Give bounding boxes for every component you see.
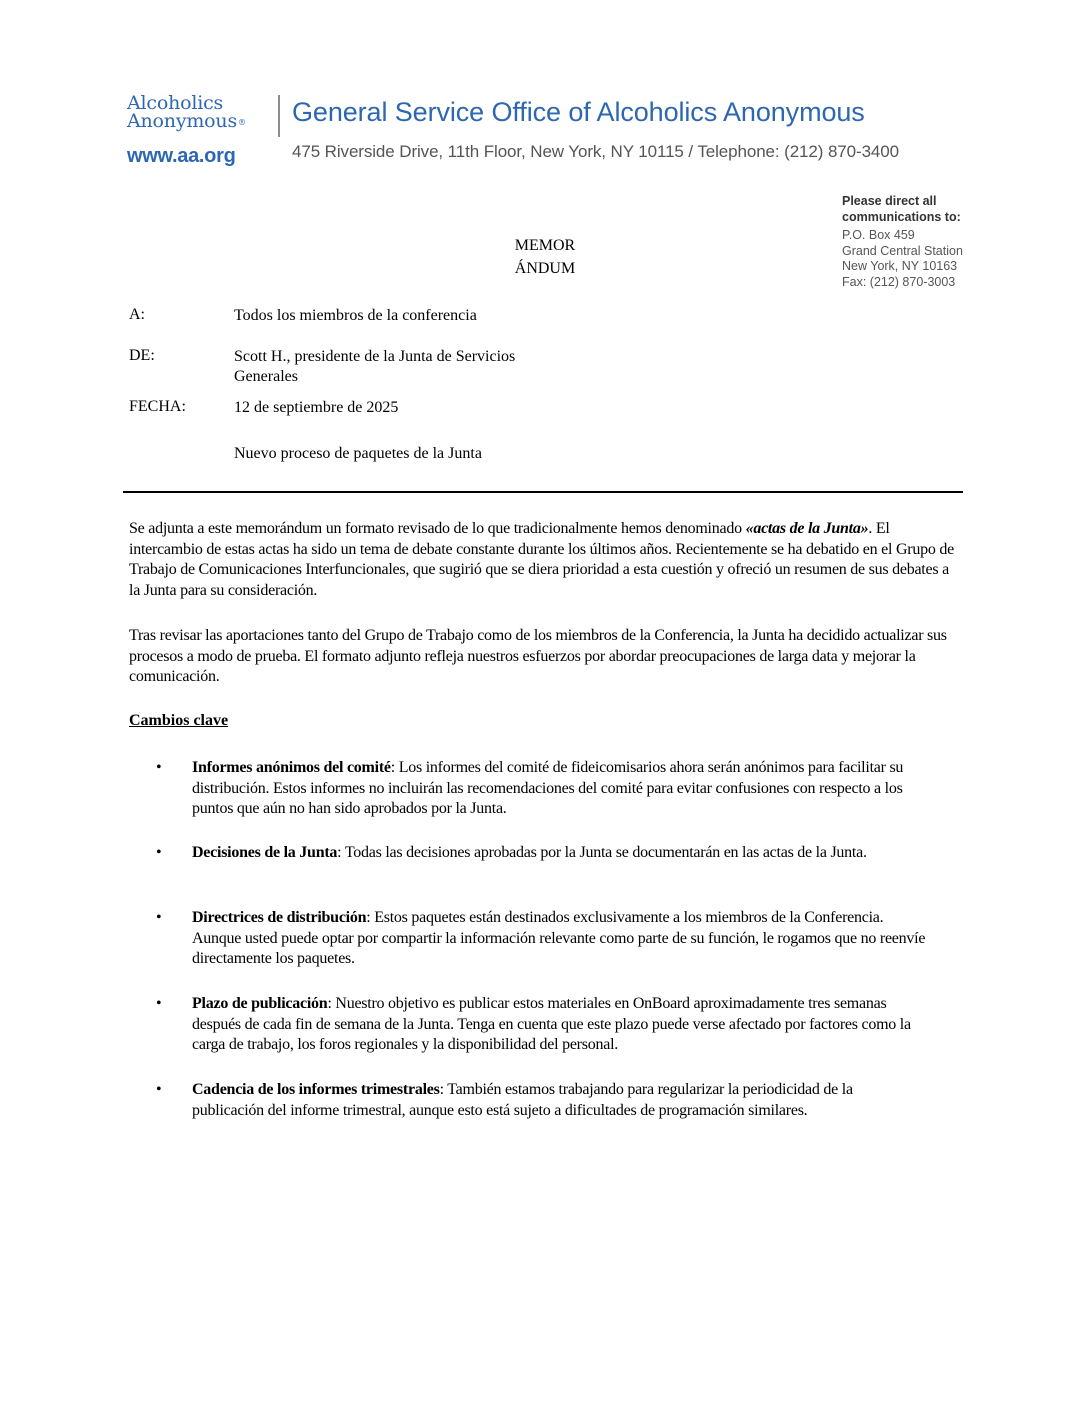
header-rule <box>123 491 963 493</box>
bullet-term: Decisiones de la Junta <box>192 844 338 861</box>
aa-logo-word: Anonymous <box>127 110 238 132</box>
office-address: 475 Riverside Drive, 11th Floor, New York, NY 10115 / Telephone: (212) 870-3400 <box>292 142 899 161</box>
memo-title-line1: MEMOR <box>514 237 576 254</box>
letterhead-divider <box>278 95 280 137</box>
bullet-term: Informes anónimos del comité <box>192 759 391 776</box>
contact-station: Grand Central Station <box>842 243 963 258</box>
field-value-from: Scott H., presidente de la Junta de Servicios Generales <box>234 348 516 385</box>
bullet-icon: • <box>156 995 162 1012</box>
field-label-from: DE: <box>129 347 155 364</box>
bullet-text: : Estos paquetes están destinados exclusivamente a los miembros de la Conferencia. Aunque usted puede optar por compartir la información relevante como parte de su función, le rogamos que no reenvíe directamente los paquetes. <box>192 909 926 967</box>
contact-po-box: P.O. Box 459 <box>842 228 915 242</box>
contact-heading-line1: Please direct all <box>842 194 937 208</box>
field-label-to: A: <box>129 306 145 323</box>
bullet-text: : Los informes del comité de fideicomisarios ahora serán anónimos para facilitar su distribución. Estos informes no incluirán las recomendaciones del comité para evitar confusiones con respecto a los puntos que aún no han sido aprobados por la Junta. <box>192 759 904 817</box>
field-value-date: 12 de septiembre de 2025 <box>234 399 399 416</box>
contact-fax: Fax: (212) 870-3003 <box>842 274 956 289</box>
memo-title-line2: ÁNDUM <box>514 260 576 277</box>
memo-title <box>505 234 585 280</box>
aa-logo-line1: Alcoholics <box>127 92 224 114</box>
bullet-term: Directrices de distribución <box>192 909 367 926</box>
contact-block <box>842 194 963 290</box>
bullet-icon: • <box>156 844 162 861</box>
bullet-icon: • <box>156 1081 162 1098</box>
contact-heading-line2: communications to: <box>842 209 961 224</box>
actas-emphasis: «actas de la Junta» <box>745 520 869 537</box>
bullet-icon: • <box>156 759 162 776</box>
section-heading-key-changes: Cambios clave <box>129 712 229 729</box>
bullet-text: : Nuestro objetivo es publicar estos materiales en OnBoard aproximadamente tres semanas después de cada fin de semana de la Junta. Tenga en cuenta que este plazo puede verse afectado por factores como la carga de trabajo, los foros regionales y la disponibilidad del personal. <box>192 995 911 1053</box>
office-title: General Service Office of Alcoholics Anonymous <box>292 97 865 127</box>
bullet-term: Cadencia de los informes trimestrales <box>192 1081 440 1098</box>
bullet-text: : También estamos trabajando para regularizar la periodicidad de la publicación del informe trimestral, aunque esto está sujeto a dificultades de programación similares. <box>192 1081 853 1119</box>
bullet-icon: • <box>156 909 162 926</box>
paragraph1-text-end: . El intercambio de estas actas ha sido un tema de debate constante durante los últimos años. Recientemente se ha debatido en el Grupo de Trabajo de Comunicaciones Interfuncionales, que sugirió que se diera prioridad a esta cuestión y ofreció un resumen de sus debates a la Junta para su consideración. <box>129 520 954 599</box>
paragraph1-text-start: Se adjunta a este memorándum un formato revisado de lo que tradicionalmente hemos denominado <box>129 520 746 537</box>
memo-subject: Nuevo proceso de paquetes de la Junta <box>234 445 482 462</box>
aa-logo-line2 <box>127 112 246 132</box>
body-paragraph-1 <box>129 519 959 601</box>
field-label-date: FECHA: <box>129 398 186 415</box>
contact-city: New York, NY 10163 <box>842 259 958 273</box>
body-paragraph-2: Tras revisar las aportaciones tanto del Grupo de Trabajo como de los miembros de la Conferencia, la Junta ha decidido actualizar sus procesos a modo de prueba. El formato adjunto refleja nuestros esfuerzos por abordar preocupaciones de larga data y mejorar la comunicación. <box>129 627 947 685</box>
field-value-to: Todos los miembros de la conferencia <box>234 307 477 324</box>
website-link[interactable]: www.aa.org <box>127 145 236 167</box>
bullet-term: Plazo de publicación <box>192 995 328 1012</box>
bullet-text: : Todas las decisiones aprobadas por la Junta se documentarán en las actas de la Junta. <box>337 844 867 861</box>
registered-mark: ® <box>238 118 246 127</box>
